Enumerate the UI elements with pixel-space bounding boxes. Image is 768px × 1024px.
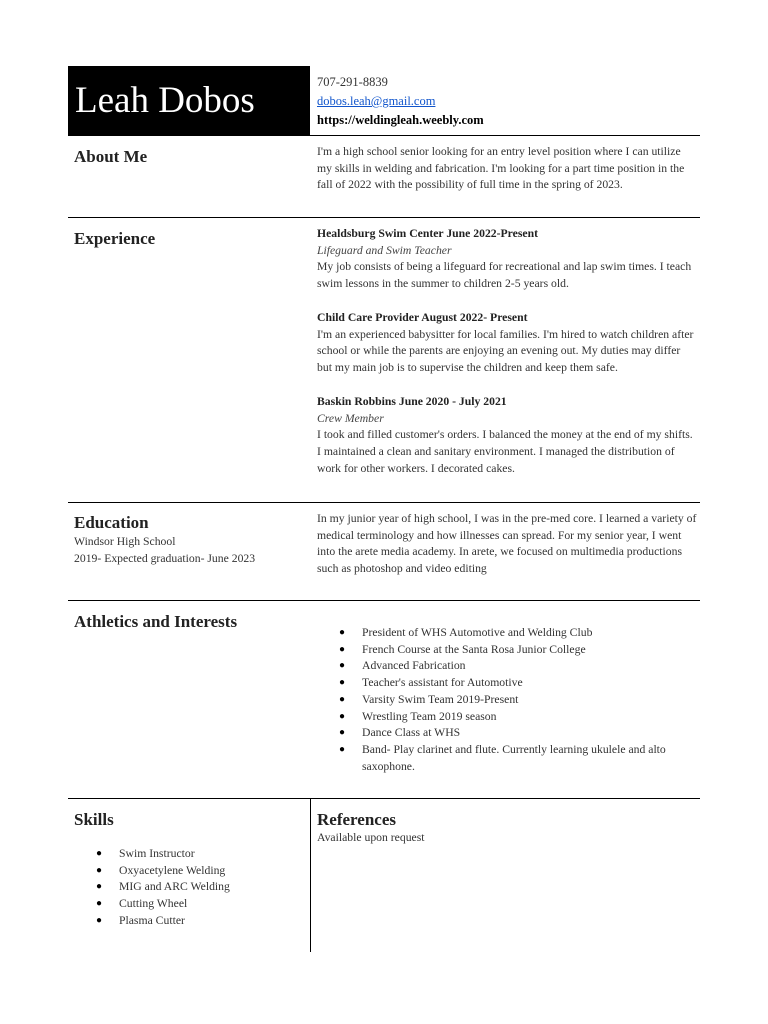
list-item: ● Swim Instructor [119,846,304,863]
about-text: I'm a high school senior looking for an entry level position where I can utilize my skills in welding and fabrication. I'm looking for a part time position in the fall of 2022 with the possibility of full time in the spring of 2023. [317,145,685,192]
list-item: ● French Course at the Santa Rosa Junior College [362,642,700,659]
job-description: I took and filled customer's orders. I balanced the money at the end of my shifts. I maintained a clean and sanitary environment. I managed the distribution of work for other workers. I decorated cakes. [317,428,693,475]
bullet-icon: ● [339,710,346,722]
list-item: ● MIG and ARC Welding [119,879,304,896]
list-item: ● Cutting Wheel [119,896,304,913]
job-title: Baskin Robbins June 2020 - July 2021 [317,395,507,408]
education-heading: Education [74,513,149,532]
list-item: ● Dance Class at WHS [362,725,700,742]
list-item: ● Band- Play clarinet and flute. Currently learning ukulele and alto saxophone. [339,742,666,773]
education-school: Windsor High School [74,535,176,548]
divider [68,502,700,503]
bullet-icon: ● [96,914,103,926]
skills-heading: Skills [74,810,114,829]
athletics-heading: Athletics and Interests [74,612,238,631]
list-item: ● Wrestling Team 2019 season [362,709,700,726]
bullet-icon: ● [339,693,346,705]
divider [68,600,700,601]
bullet-icon: ● [96,848,103,859]
bullet-icon: ● [96,898,103,910]
job-title: Healdsburg Swim Center June 2022-Present [317,227,538,240]
job-title: Child Care Provider August 2022- Present [317,311,528,324]
about-heading: About Me [74,147,148,166]
job-entry [317,310,697,377]
job-description: I'm an experienced babysitter for local families. I'm hired to watch children after school or while the parents are enjoying an evening out. My duties may differ but my main job is to supervise the children and keep them safe. [317,327,694,375]
list-item: ● Plasma Cutter [119,913,304,930]
name-box [68,66,310,135]
job-entry [317,226,697,293]
list-item: ● Oxyacetylene Welding [119,863,304,880]
skills-list [96,846,304,930]
bullet-icon: ● [339,627,346,638]
job-role: Crew Member [317,411,384,425]
email-link[interactable]: dobos.leah@gmail.com [317,94,436,108]
divider [68,798,700,799]
references-heading: References [317,810,396,829]
references-text: Available upon request [317,831,425,844]
bullet-icon: ● [339,677,346,689]
contact-info [317,73,484,130]
list-item: ● President of WHS Automotive and Welding Club [362,625,700,642]
bullet-icon: ● [339,727,346,739]
phone-number: 707-291-8839 [317,75,388,89]
education-dates: 2019- Expected graduation- June 2023 [74,552,256,565]
divider [68,135,700,136]
list-item: ● Teacher's assistant for Automotive [362,675,700,692]
job-entry [317,394,697,478]
divider [68,217,700,218]
education-text: In my junior year of high school, I was in the pre-med core. I learned a variety of medical terminology and how illnesses can spread. For my senior year, I went into the arete media academy. In arete, we focused on multimedia productions such as photoshop and video editing [317,512,697,576]
job-description: My job consists of being a lifeguard for recreational and lap swim times. I teach swim lessons in the summer to children 2-5 years old. [317,260,692,291]
bullet-icon: ● [339,643,346,655]
column-divider [310,798,311,952]
bullet-icon: ● [339,660,346,672]
candidate-name: Leah Dobos [75,80,255,121]
list-item: ● Advanced Fabrication [362,658,700,675]
athletics-list [339,625,700,775]
list-item: ● Varsity Swim Team 2019-Present [362,692,700,709]
website-link[interactable]: https://weldingleah.weebly.com [317,113,484,127]
experience-heading: Experience [74,229,156,248]
bullet-icon: ● [96,864,103,876]
bullet-icon: ● [339,743,346,755]
job-role: Lifeguard and Swim Teacher [317,243,452,257]
bullet-icon: ● [96,881,103,893]
